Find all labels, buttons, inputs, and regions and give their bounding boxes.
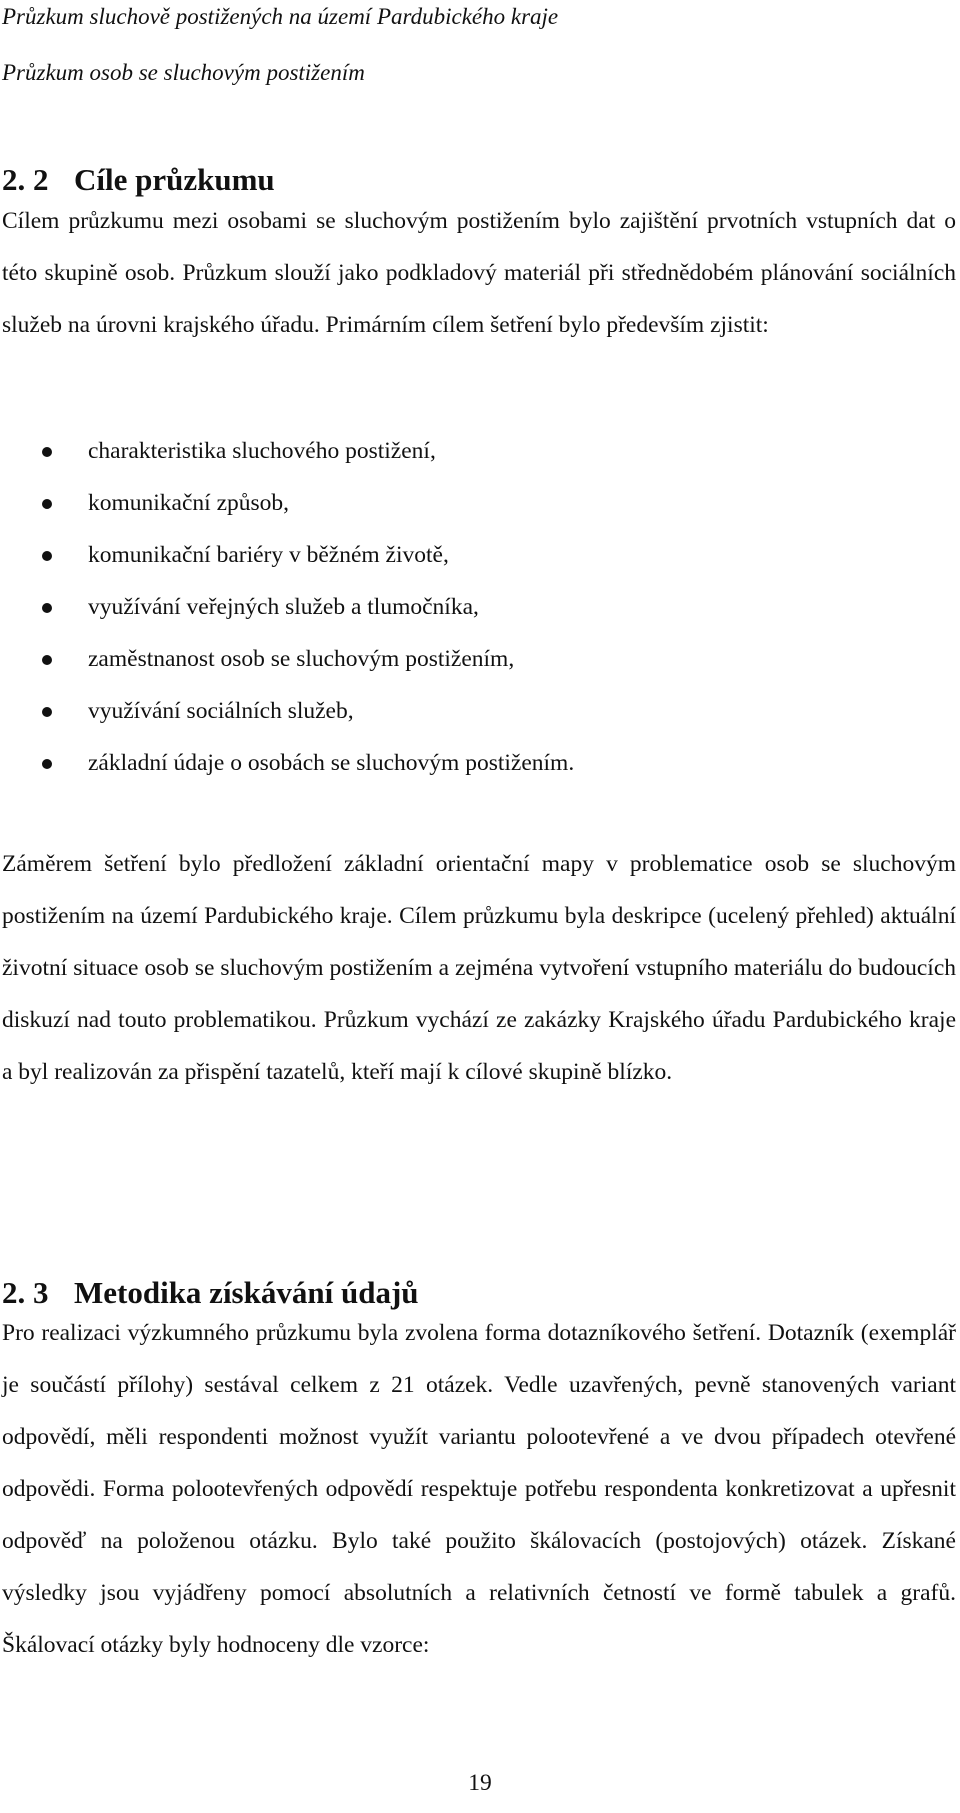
list-item: základní údaje o osobách se sluchovým postižením. bbox=[0, 737, 956, 789]
bullet-icon bbox=[42, 499, 52, 509]
running-header-title: Průzkum sluchově postižených na území Pardubického kraje bbox=[2, 4, 559, 29]
list-item: využívání veřejných služeb a tlumočníka, bbox=[0, 581, 956, 633]
section-heading-cile bbox=[2, 162, 275, 198]
bullet-icon bbox=[42, 759, 52, 769]
page-number: 19 bbox=[468, 1770, 492, 1796]
bullet-icon bbox=[42, 551, 52, 561]
list-item: zaměstnanost osob se sluchovým postižením, bbox=[0, 633, 956, 685]
bullet-icon bbox=[42, 603, 52, 613]
section-number: 2. 2 bbox=[2, 162, 49, 197]
bullet-icon bbox=[42, 447, 52, 457]
section-heading-metodika bbox=[2, 1275, 419, 1311]
section-title: Cíle průzkumu bbox=[74, 162, 275, 197]
section-number: 2. 3 bbox=[2, 1275, 49, 1310]
list-item: komunikační způsob, bbox=[0, 477, 956, 529]
bullet-icon bbox=[42, 707, 52, 717]
section-title: Metodika získávání údajů bbox=[74, 1275, 419, 1310]
intro-paragraph: Cílem průzkumu mezi osobami se sluchovým postižením bylo zajištění prvotních vstupních dat o této skupině osob. Průzkum slouží jako podkladový materiál při střednědobém plánování sociálních služeb na úrovni krajského úřadu. Primárním cílem šetření bylo především zjistit: bbox=[2, 208, 956, 338]
goals-list bbox=[0, 425, 956, 789]
methodology-paragraph: Pro realizaci výzkumného průzkumu byla zvolena forma dotazníkového šetření. Dotazník (exemplář je součástí přílohy) sestával celkem z 21 otázek. Vedle uzavřených, pevně stanovených variant odpovědí, měli respondenti možnost využít variantu polootevřené a ve dvou případech otevřené odpovědi. Forma polootevřených odpovědí respektuje potřebu respondenta konkretizovat a upřesnit odpověď na položenou otázku. Bylo také použito škálovacích (postojových) otázek. Získané výsledky jsou vyjádřeny pomocí absolutních a relativních četností ve formě tabulek a grafů. Škálovací otázky byly hodnoceny dle vzorce: bbox=[2, 1320, 956, 1658]
list-item: využívání sociálních služeb, bbox=[0, 685, 956, 737]
list-item: komunikační bariéry v běžném životě, bbox=[0, 529, 956, 581]
list-item: charakteristika sluchového postižení, bbox=[0, 425, 956, 477]
bullet-icon bbox=[42, 655, 52, 665]
running-header-subtitle: Průzkum osob se sluchovým postižením bbox=[2, 60, 365, 85]
purpose-paragraph: Záměrem šetření bylo předložení základní orientační mapy v problematice osob se sluchovým postižením na území Pardubického kraje. Cílem průzkumu byla deskripce (ucelený přehled) aktuální životní situace osob se sluchovým postižením a zejména vytvoření vstupního materiálu do budoucích diskuzí nad touto problematikou. Průzkum vychází ze zakázky Krajského úřadu Pardubického kraje a byl realizován za přispění tazatelů, kteří mají k cílové skupině blízko. bbox=[2, 851, 956, 1085]
